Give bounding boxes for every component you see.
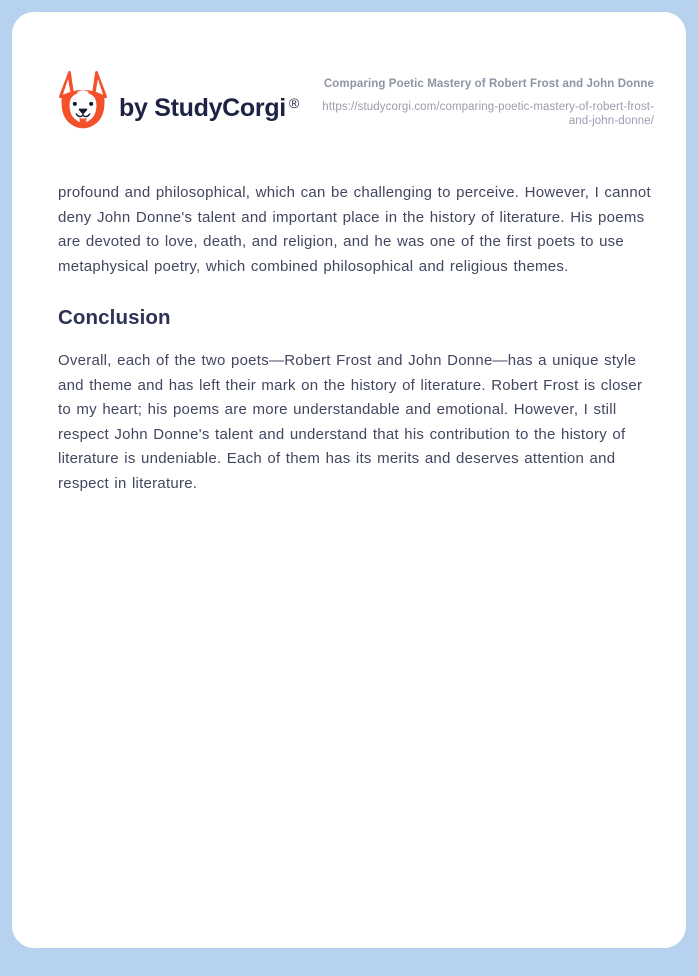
- document-header: [58, 70, 654, 130]
- document-title: Comparing Poetic Mastery of Robert Frost and John Donne: [323, 78, 654, 90]
- corgi-logo-icon: [58, 70, 108, 130]
- studycorgi-brand: [58, 70, 299, 130]
- conclusion-paragraph: Overall, each of the two poets—Robert Frost and John Donne—has a unique style and theme and has left their mark on the history of literature. Robert Frost is closer to my heart; his poems are more understandable and emotional. However, I still respect John Donne's talent and understand that his contribution to the history of literature is undeniable. Each of them has its merits and deserves attention and respect in literature.: [58, 352, 643, 492]
- source-url-link[interactable]: https://studycorgi.com/comparing-poetic-mastery-of-robert-frost-and-john-donne/: [322, 101, 654, 127]
- document-card: [12, 12, 686, 948]
- intro-paragraph: profound and philosophical, which can be challenging to perceive. However, I cannot deny John Donne's talent and important place in the history of literature. His poems are devoted to love, death, and religion, and he was one of the first poets to use metaphysical poetry, which combined philosophical and religious themes.: [58, 184, 651, 275]
- conclusion-heading: Conclusion: [58, 306, 171, 329]
- document-source-block: [318, 70, 654, 128]
- brand-wordmark: by StudyCorgi: [119, 93, 286, 122]
- essay-content: [58, 181, 654, 496]
- registered-trademark-symbol: ®: [288, 95, 300, 111]
